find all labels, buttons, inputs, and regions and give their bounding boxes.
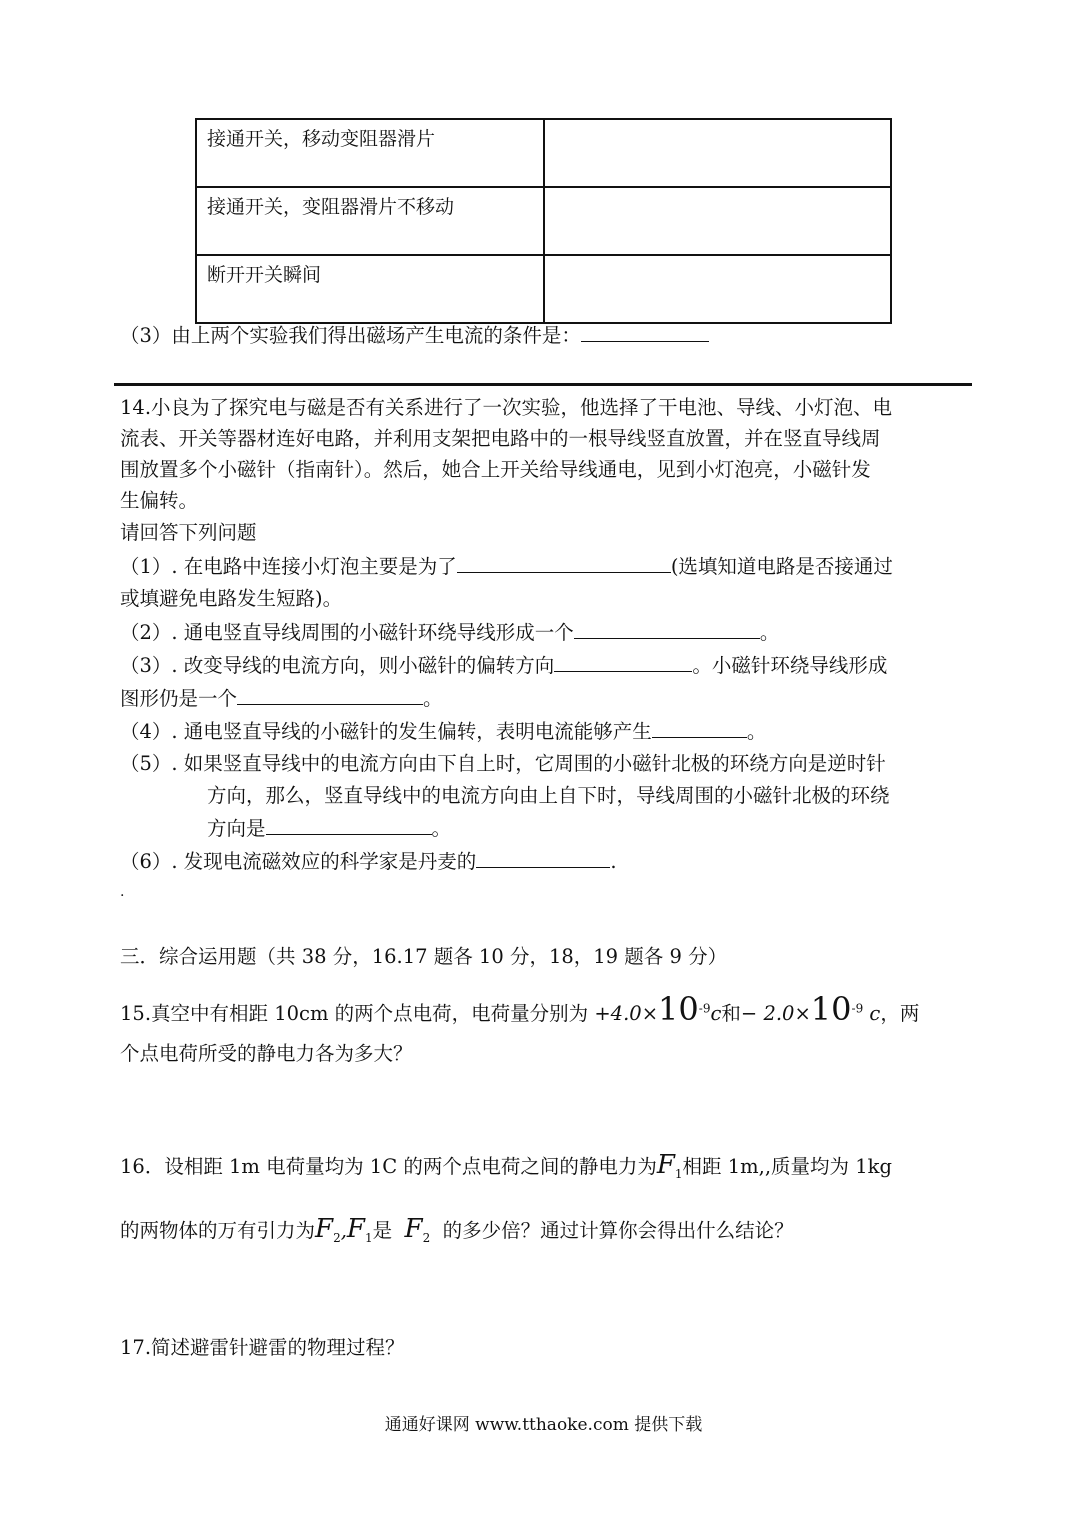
answer-blank — [574, 620, 760, 639]
page-footer: 通通好课网 www.tthaoke.com 提供下载 — [384, 1415, 703, 1435]
table-cell-result — [544, 255, 891, 323]
table-cell-action: 断开开关瞬间 — [196, 255, 544, 323]
q17: 17.简述避雷针避雷的物理过程？ — [120, 1336, 405, 1359]
q13-part3: （3）由上两个实验我们得出磁场产生电流的条件是： — [120, 323, 709, 347]
q14-part5-cont: 方向是 。 — [207, 817, 452, 840]
q14-part2: （2）. 通电竖直导线周围的小磁针环绕导线形成一个 。 — [120, 621, 780, 644]
q16-line2: 的两物体的万有引力为$F_2,F_1$是 $F_2$ 的多少倍？通过计算你会得出什么结论？ — [120, 1214, 794, 1245]
q14-part6: （6）. 发现电流磁效应的科学家是丹麦的 . — [120, 850, 617, 873]
answer-blank — [554, 653, 692, 672]
table-cell-action: 接通开关，变阻器滑片不移动 — [196, 187, 544, 255]
answer-blank — [457, 554, 671, 573]
q16-line1: 16．设相距 1m 电荷量均为 1C 的两个点电荷之间的静电力为$F_1$相距 1m,,质量均为 1kg — [120, 1150, 892, 1181]
section3-heading: 三．综合运用题（共 38 分，16.17 题各 10 分，18，19 题各 9 分） — [120, 945, 728, 968]
answer-blank — [237, 686, 423, 705]
q14-part3-cont: 图形仍是一个 。 — [120, 687, 443, 710]
answer-blank — [581, 323, 709, 342]
q14-intro-line: 围放置多个小磁针（指南针）。然后，她合上开关给导线通电，见到小灯泡亮，小磁针发 — [120, 458, 871, 481]
q14-prompt: 请回答下列问题 — [120, 521, 257, 544]
q14-part3: （3）. 改变导线的电流方向，则小磁针的偏转方向 。小磁针环绕导线形成 — [120, 654, 888, 677]
observation-table — [195, 118, 892, 324]
q14-intro-line: 流表、开关等器材连好电路，并利用支架把电路中的一根导线竖直放置，并在竖直导线周 — [120, 427, 881, 450]
q14-part1-cont: 或填避免电路发生短路)。 — [120, 587, 343, 610]
q15-line2: 个点电荷所受的静电力各为多大？ — [120, 1042, 413, 1065]
q14-part1: （1）. 在电路中连接小灯泡主要是为了 (选填知道电路是否接通过 — [120, 555, 893, 578]
q14-part5-cont: 方向，那么，竖直导线中的电流方向由上自下时，导线周围的小磁针北极的环绕 — [207, 784, 890, 807]
table-cell-result — [544, 187, 891, 255]
q14-part5: （5）. 如果竖直导线中的电流方向由下自上时，它周围的小磁针北极的环绕方向是逆时针 — [120, 752, 886, 775]
table-cell-result — [544, 119, 891, 187]
stray-dot: . — [120, 884, 125, 900]
q14-intro-line: 14.小良为了探究电与磁是否有关系进行了一次实验，他选择了干电池、导线、小灯泡、电 — [120, 396, 893, 419]
table-row — [196, 119, 891, 187]
answer-blank — [476, 849, 610, 868]
q14-part4: （4）. 通电竖直导线的小磁针的发生偏转，表明电流能够产生 。 — [120, 720, 767, 743]
q14-intro-line: 生偏转。 — [120, 489, 199, 512]
table-row — [196, 187, 891, 255]
answer-blank — [266, 816, 432, 835]
table-cell-action: 接通开关，移动变阻器滑片 — [196, 119, 544, 187]
table-row — [196, 255, 891, 323]
answer-blank — [652, 719, 747, 738]
section-divider — [114, 383, 972, 386]
q15-line1: 15.真空中有相距 10cm 的两个点电荷，电荷量分别为 $+4.0\times 10^{-9}c$和− $2.0\times 10^{-9}$ c，两 — [120, 990, 920, 1028]
